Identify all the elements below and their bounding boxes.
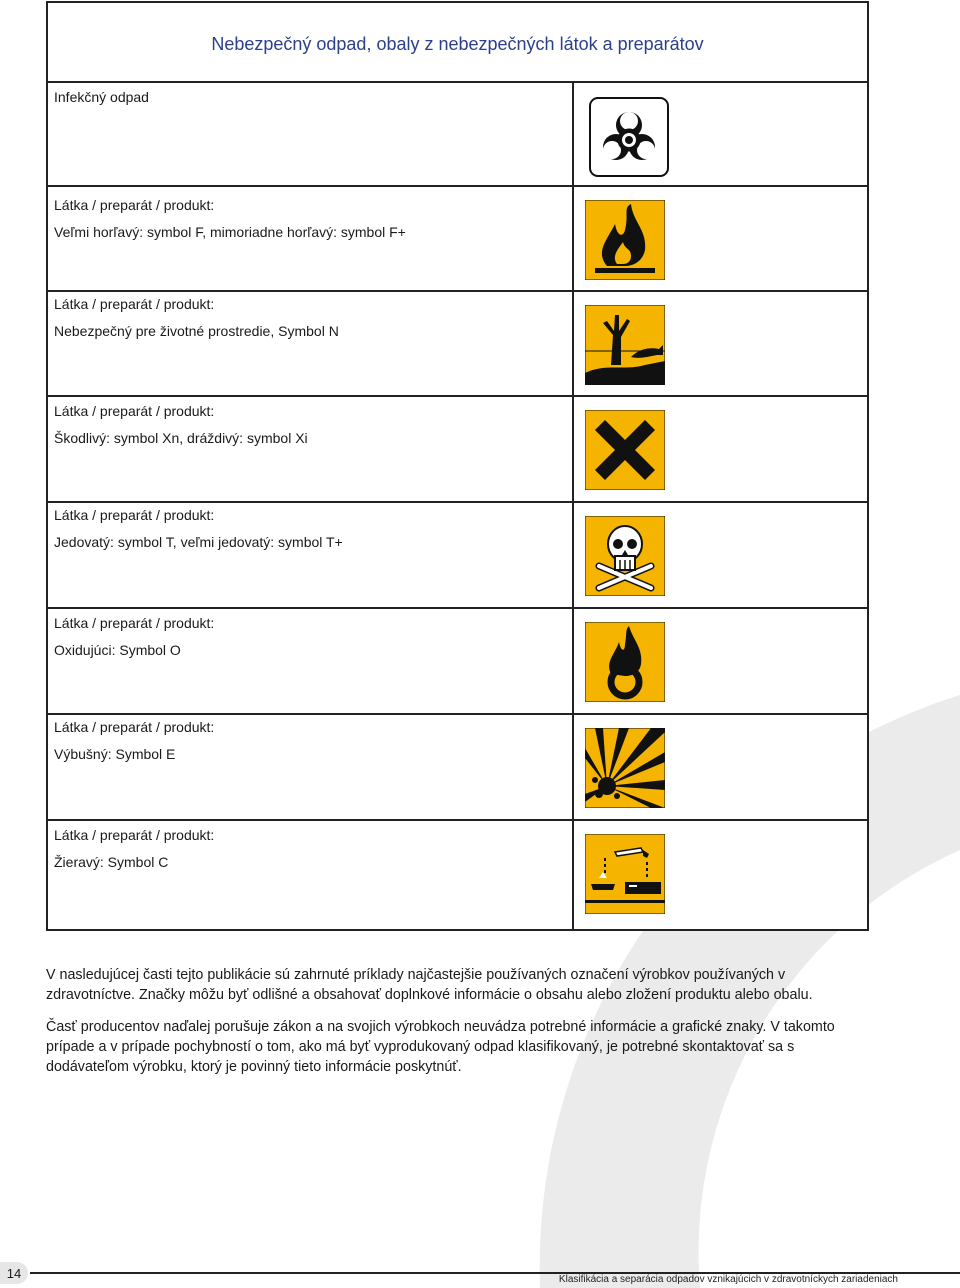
row-label: Infekčný odpad	[54, 89, 149, 105]
environment-icon	[585, 305, 665, 385]
row-description: Veľmi horľavý: symbol F, mimoriadne horľavý: symbol F+	[54, 224, 406, 240]
symbol-cell	[572, 821, 867, 929]
row-description: Jedovatý: symbol T, veľmi jedovatý: symbol T+	[54, 534, 343, 550]
symbol-cell	[572, 503, 867, 607]
row-label: Látka / preparát / produkt:	[54, 507, 215, 523]
harmful-x-icon	[585, 410, 665, 490]
table-row	[48, 715, 867, 821]
row-label: Látka / preparát / produkt:	[54, 615, 215, 631]
explanatory-text	[46, 965, 876, 1089]
row-description: Oxidujúci: Symbol O	[54, 642, 181, 658]
page-number: 14	[0, 1262, 28, 1284]
table-row	[48, 292, 867, 397]
oxidizing-icon	[585, 622, 665, 702]
row-label: Látka / preparát / produkt:	[54, 197, 215, 213]
explosive-icon	[585, 728, 665, 808]
table-row	[48, 187, 867, 292]
table-row	[48, 83, 867, 187]
paragraph: Časť producentov naďalej porušuje zákon a na svojich výrobkoch neuvádza potrebné informácie a grafické znaky. V takomto prípade a v prípade pochybností o tom, ako má byť vyprodukovaný odpad klasifikovaný, je potrebné skontaktovať sa s dodávateľom výrobku, ktorý je povinný tieto informácie poskytnúť.	[46, 1019, 835, 1075]
symbol-cell	[572, 397, 867, 501]
corrosive-icon	[585, 834, 665, 914]
symbol-cell	[572, 83, 867, 185]
symbol-cell	[572, 715, 867, 819]
symbol-cell	[572, 609, 867, 713]
row-label: Látka / preparát / produkt:	[54, 296, 215, 312]
row-label: Látka / preparát / produkt:	[54, 827, 215, 843]
flammable-icon	[585, 200, 665, 280]
symbol-cell	[572, 187, 867, 290]
footer-text: Klasifikácia a separácia odpadov vznikajúcich v zdravotníckych zariadeniach	[558, 1274, 898, 1285]
symbol-cell	[572, 292, 867, 395]
table-row	[48, 821, 867, 929]
toxic-skull-icon	[585, 516, 665, 596]
row-description: Nebezpečný pre životné prostredie, Symbol N	[54, 323, 339, 339]
table-row	[48, 503, 867, 609]
table-row	[48, 609, 867, 715]
table-row	[48, 397, 867, 503]
biohazard-icon	[589, 97, 669, 177]
row-description: Žieravý: Symbol C	[54, 854, 169, 870]
paragraph: V nasledujúcej časti tejto publikácie sú zahrnuté príklady najčastejšie používaných označení výrobkov používaných v zdravotníctve. Značky môžu byť odlišné a obsahovať doplnkové informácie o obsahu alebo zložení produktu alebo obalu.	[46, 967, 813, 1003]
hazard-table	[46, 1, 869, 931]
row-label: Látka / preparát / produkt:	[54, 403, 215, 419]
table-title: Nebezpečný odpad, obaly z nebezpečných látok a preparátov	[48, 3, 867, 83]
row-description: Výbušný: Symbol E	[54, 746, 176, 762]
row-description: Škodlivý: symbol Xn, dráždivý: symbol Xi	[54, 430, 308, 446]
row-label: Látka / preparát / produkt:	[54, 719, 215, 735]
